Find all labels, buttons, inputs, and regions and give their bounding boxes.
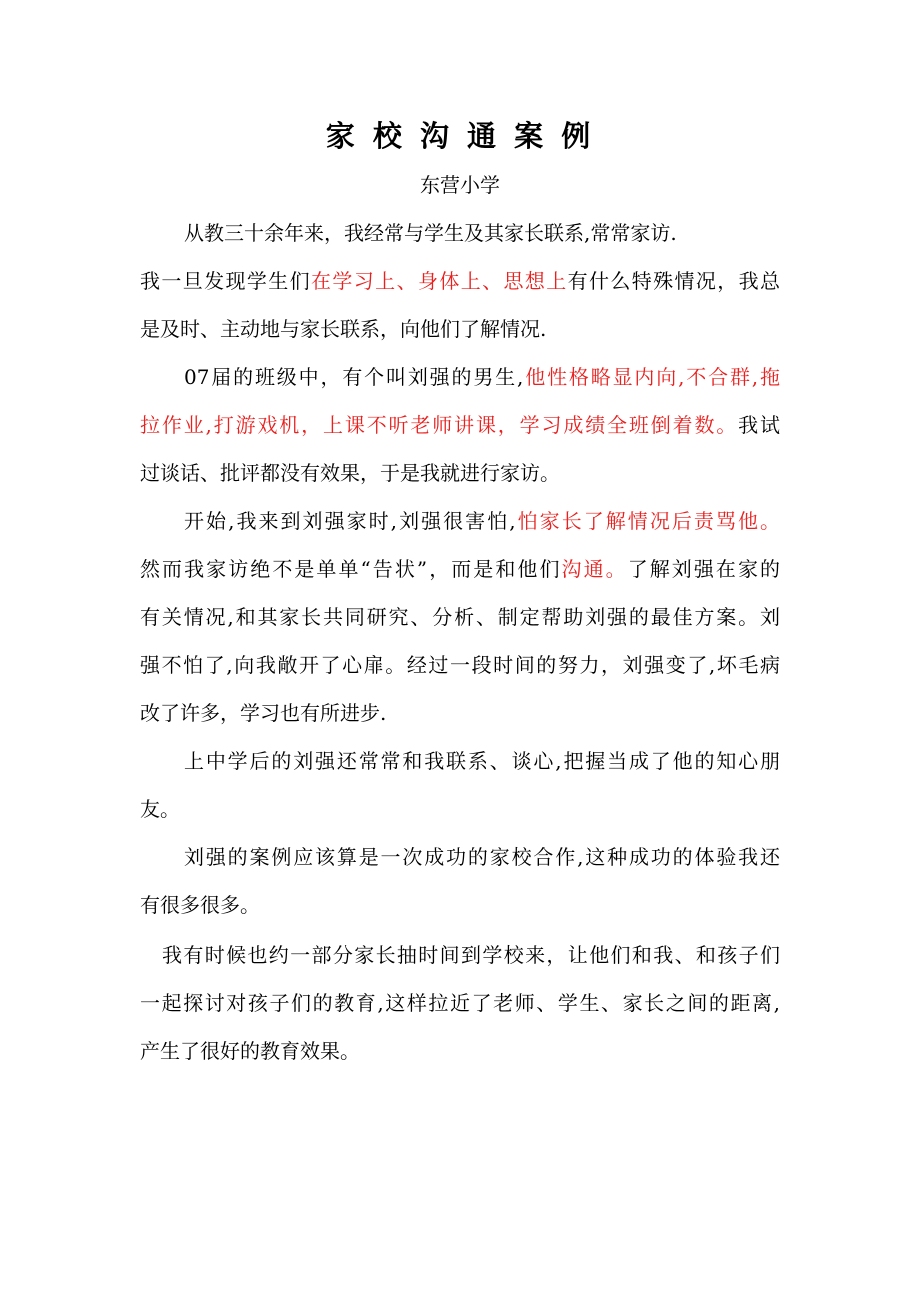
highlighted-text: 在学习上、身体上、思想上 [311,269,568,293]
text-segment: 从教三十余年来，我经常与学生及其家长联系,常常家访. [184,221,677,245]
body-line [184,218,780,248]
text-segment: 我试 [738,413,781,437]
text-segment: 我有时候也约一部分家长抽时间到学校来，让他们和我、和孩子们 [162,943,780,967]
text-segment: 产生了很好的教育效果。 [140,1039,360,1063]
body-line [184,362,780,392]
body-line [140,698,780,728]
highlighted-text: 沟通。 [561,557,628,581]
body-line [140,794,780,824]
body-line [140,988,780,1018]
document-title: 家 校 沟 通 案 例 [325,119,595,153]
text-segment: 然而我家访绝不是单单“告状”，而是和他们 [140,557,562,581]
text-segment: 有很多很多。 [140,893,260,917]
text-segment: 友。 [140,797,180,821]
body-line [184,746,780,776]
text-segment: 有关情况,和其家长共同研究、分析、制定帮助刘强的最佳方案。刘 [140,605,780,629]
text-segment: 07届的班级中，有个叫刘强的男生, [184,365,524,389]
body-line [184,842,780,872]
text-segment: 刘强的案例应该算是一次成功的家校合作,这种成功的体验我还 [184,845,780,869]
text-segment: 一起探讨对孩子们的教育,这样拉近了老师、学生、家长之间的距离, [140,991,780,1015]
body-line [140,314,780,344]
text-segment: 上中学后的刘强还常常和我联系、谈心,把握当成了他的知心朋 [184,749,780,773]
body-line [140,266,780,296]
text-segment: 改了许多，学习也有所进步. [140,701,387,725]
body-line [140,890,780,920]
body-line [140,410,780,440]
school-name: 东营小学 [420,173,500,197]
text-segment: 了解刘强在家的 [627,557,781,581]
body-line [140,1036,780,1066]
text-segment: 我一旦发现学生们 [140,269,312,293]
highlighted-text: 怕家长了解情况后责骂他。 [515,509,781,533]
body-line [140,458,780,488]
highlighted-text: 他性格略显内向,不合群,拖 [523,365,781,389]
body-line [162,940,780,970]
text-segment: 有什么特殊情况，我总 [567,269,781,293]
text-segment: 强不怕了,向我敞开了心扉。经过一段时间的努力，刘强变了,坏毛病 [140,653,780,677]
text-segment: 开始,我来到刘强家时,刘强很害怕, [184,509,516,533]
body-line [140,602,780,632]
text-segment: 过谈话、批评都没有效果，于是我就进行家访。 [140,461,560,485]
body-line [140,650,780,680]
text-segment: 是及时、主动地与家长联系，向他们了解情况. [140,317,547,341]
body-line [184,506,780,536]
body-line [140,554,780,584]
highlighted-text: 拉作业,打游戏机，上课不听老师讲课，学习成绩全班倒着数。 [140,413,739,437]
